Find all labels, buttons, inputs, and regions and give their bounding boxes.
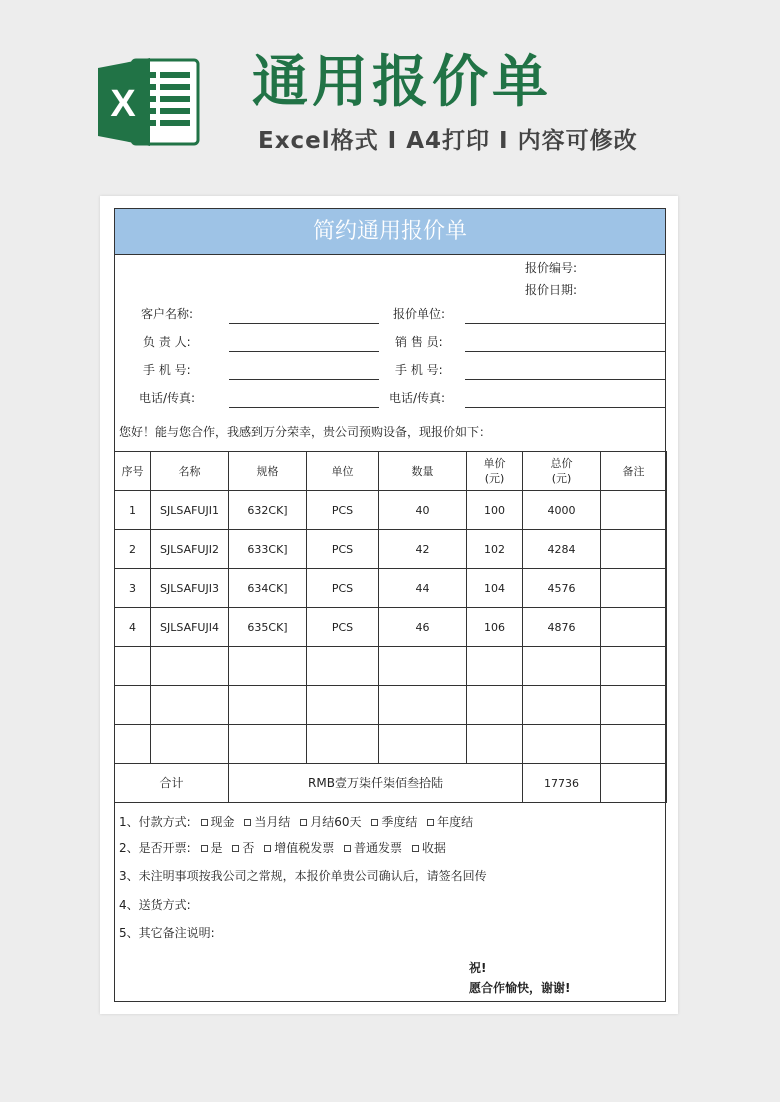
cell-unit-price: 104 — [467, 569, 523, 608]
payment-yearly-checkbox[interactable] — [427, 819, 434, 826]
payment-quarterly-text: 季度结 — [381, 815, 418, 829]
payment-monthly-text: 当月结 — [254, 815, 291, 829]
invoice-receipt-text: 收据 — [421, 841, 446, 855]
cell-remark — [601, 608, 667, 647]
payment-method-label: 1、付款方式: — [119, 815, 191, 829]
invoice-no-text: 否 — [242, 841, 255, 855]
cell-unit: PCS — [307, 530, 379, 569]
table-row — [115, 569, 667, 608]
cell-index: 2 — [115, 530, 151, 569]
customer-mobile-field[interactable] — [229, 379, 379, 380]
cell-name: SJLSAFUJI3 — [151, 569, 229, 608]
cell-spec: 632CK] — [229, 491, 307, 530]
invoice-normal-text: 普通发票 — [354, 841, 403, 855]
cell-unit-price: 100 — [467, 491, 523, 530]
cell-qty: 40 — [379, 491, 467, 530]
payment-cash-checkbox[interactable] — [201, 819, 208, 826]
cell-spec: 633CK] — [229, 530, 307, 569]
cell-name: SJLSAFUJI2 — [151, 530, 229, 569]
invoice-yes-text: 是 — [210, 841, 223, 855]
cell-qty: 42 — [379, 530, 467, 569]
customer-name-label: 客户名称: — [141, 307, 194, 321]
cell-spec: 635CK] — [229, 608, 307, 647]
customer-phone-field[interactable] — [229, 407, 379, 408]
payment-cash-text: 现金 — [210, 815, 235, 829]
payment-method-line — [119, 813, 473, 830]
vendor-mobile-field[interactable] — [465, 379, 665, 380]
quote-no-label: 报价编号: — [525, 261, 578, 275]
cell-remark — [601, 491, 667, 530]
invoice-vat-text: 增值税发票 — [274, 841, 335, 855]
table-row — [115, 647, 667, 686]
cell-total-price: 4576 — [523, 569, 601, 608]
payment-monthly-checkbox[interactable] — [244, 819, 251, 826]
quote-sheet — [114, 208, 666, 1002]
invoice-line — [119, 839, 446, 856]
payment-yearly-text: 年度结 — [437, 815, 474, 829]
quote-date-label: 报价日期: — [525, 283, 578, 297]
invoice-vat-checkbox[interactable] — [264, 845, 271, 852]
vendor-name-field[interactable] — [465, 323, 665, 324]
cell-total-price: 4000 — [523, 491, 601, 530]
vendor-phone-field[interactable] — [465, 407, 665, 408]
person-in-charge-field[interactable] — [229, 351, 379, 352]
col-header-total-price: 总价 (元) — [523, 452, 601, 491]
payment-60days-checkbox[interactable] — [300, 819, 307, 826]
total-row — [115, 764, 667, 803]
cell-index: 1 — [115, 491, 151, 530]
col-header-unit-price: 单价 (元) — [467, 452, 523, 491]
banner-subtitle: Excel格式 I A4打印 I 内容可修改 — [258, 128, 638, 154]
col-header-spec: 规格 — [229, 452, 307, 491]
salesperson-label: 销 售 员: — [395, 335, 443, 349]
cell-index: 3 — [115, 569, 151, 608]
person-in-charge-label: 负 责 人: — [143, 335, 191, 349]
cell-qty: 46 — [379, 608, 467, 647]
table-row — [115, 725, 667, 764]
note-4: 4、送货方式: — [119, 898, 191, 912]
cell-total-price: 4284 — [523, 530, 601, 569]
cell-qty: 44 — [379, 569, 467, 608]
svg-text:X: X — [110, 83, 136, 125]
note-3: 3、未注明事项按我公司之常规，本报价单贵公司确认后，请签名回传 — [119, 869, 487, 883]
cell-unit: PCS — [307, 608, 379, 647]
banner-title: 通用报价单 — [252, 50, 552, 115]
quote-table — [114, 451, 667, 803]
cell-unit-price: 102 — [467, 530, 523, 569]
invoice-label: 2、是否开票: — [119, 841, 191, 855]
invoice-receipt-checkbox[interactable] — [412, 845, 419, 852]
table-header-row — [115, 452, 667, 491]
col-header-qty: 数量 — [379, 452, 467, 491]
payment-60days-text: 月结60天 — [310, 815, 362, 829]
invoice-no-checkbox[interactable] — [232, 845, 239, 852]
closing-line-1: 祝! — [469, 961, 487, 975]
total-label: 合计 — [115, 764, 229, 803]
invoice-normal-checkbox[interactable] — [344, 845, 351, 852]
vendor-mobile-label: 手 机 号: — [395, 363, 443, 377]
greeting-text: 您好！能与您合作，我感到万分荣幸，贵公司预购设备，现报价如下： — [119, 425, 492, 439]
sheet-title: 简约通用报价单 — [115, 209, 665, 255]
vendor-phone-label: 电话/传真: — [389, 391, 446, 405]
cell-name: SJLSAFUJI4 — [151, 608, 229, 647]
vendor-name-label: 报价单位: — [393, 307, 446, 321]
table-row — [115, 608, 667, 647]
customer-name-field[interactable] — [229, 323, 379, 324]
table-row — [115, 530, 667, 569]
col-header-unit: 单位 — [307, 452, 379, 491]
cell-total-price: 4876 — [523, 608, 601, 647]
cell-remark — [601, 530, 667, 569]
cell-unit: PCS — [307, 491, 379, 530]
cell-index: 4 — [115, 608, 151, 647]
customer-mobile-label: 手 机 号: — [143, 363, 191, 377]
excel-logo-icon — [98, 54, 200, 150]
col-header-name: 名称 — [151, 452, 229, 491]
total-amount-value: 17736 — [523, 764, 601, 803]
note-5: 5、其它备注说明: — [119, 926, 215, 940]
table-row — [115, 686, 667, 725]
salesperson-field[interactable] — [465, 351, 665, 352]
banner — [0, 0, 780, 180]
payment-quarterly-checkbox[interactable] — [371, 819, 378, 826]
col-header-index: 序号 — [115, 452, 151, 491]
cell-unit-price: 106 — [467, 608, 523, 647]
cell-remark — [601, 569, 667, 608]
table-row — [115, 491, 667, 530]
closing-line-2: 愿合作愉快，谢谢! — [469, 981, 571, 995]
col-header-remark: 备注 — [601, 452, 667, 491]
paper-page — [100, 196, 678, 1014]
cell-unit: PCS — [307, 569, 379, 608]
invoice-yes-checkbox[interactable] — [201, 845, 208, 852]
cell-name: SJLSAFUJI1 — [151, 491, 229, 530]
cell-spec: 634CK] — [229, 569, 307, 608]
customer-phone-label: 电话/传真: — [139, 391, 196, 405]
total-amount-words: RMB壹万柒仟柒佰叁拾陆 — [229, 764, 523, 803]
